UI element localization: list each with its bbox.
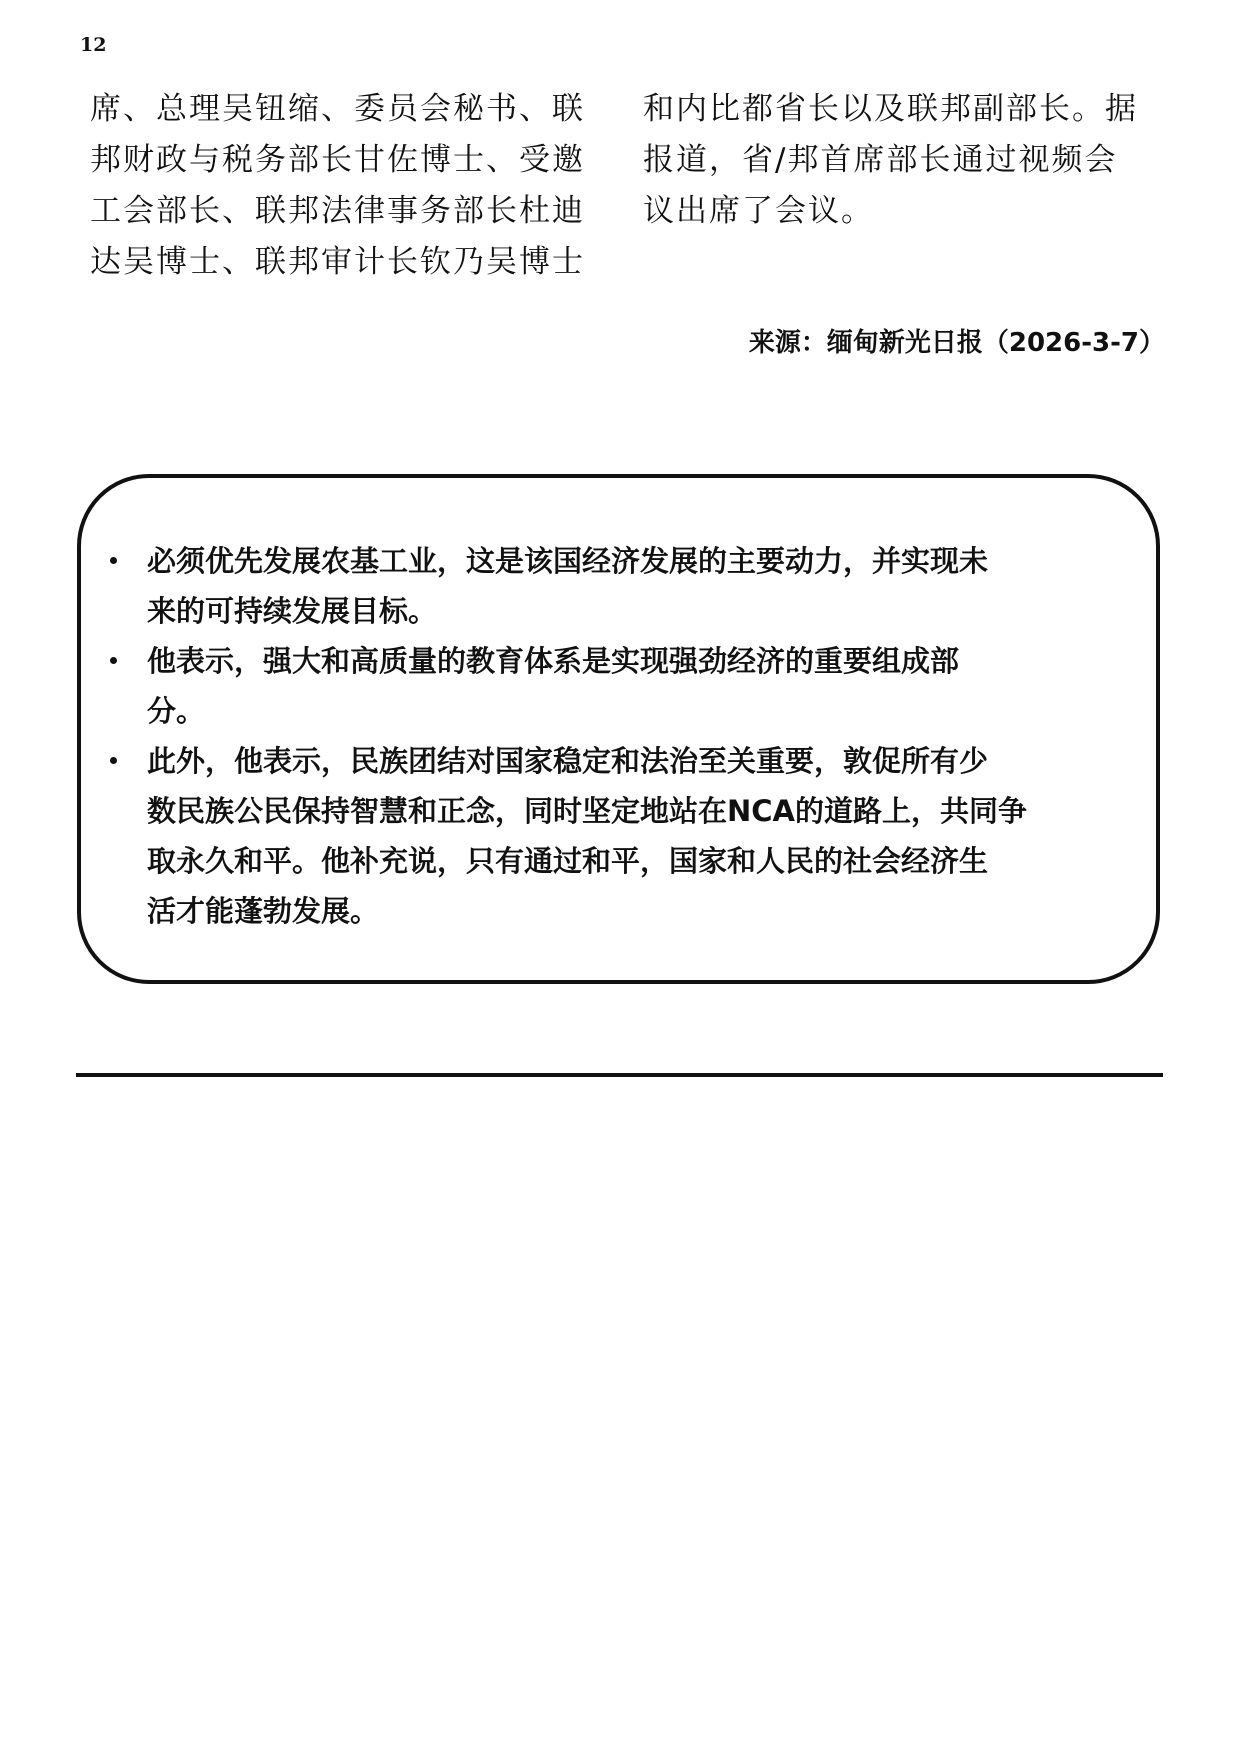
- article-line: 席、总理吴钮缩、委员会秘书、联: [90, 91, 585, 127]
- summary-line: 活才能蓬勃发展。: [147, 894, 380, 928]
- source-citation: 来源：缅甸新光日报（2026-3-7）: [748, 328, 1165, 358]
- summary-line: 他表示，强大和高质量的教育体系是实现强劲经济的重要组成部: [147, 644, 960, 678]
- page-number: 12: [80, 34, 107, 56]
- article-line: 议出席了会议。: [643, 193, 874, 229]
- bullet-icon: [110, 757, 117, 764]
- article-line: 报道，省/邦首席部长通过视频会: [643, 142, 1118, 178]
- summary-line: 必须优先发展农基工业，这是该国经济发展的主要动力，并实现未: [147, 544, 989, 578]
- article-line: 工会部长、联邦法律事务部长杜迪: [90, 193, 585, 229]
- summary-box: [77, 474, 1160, 984]
- article-line: 和内比都省长以及联邦副部长。据: [643, 91, 1138, 127]
- article-line: 达吴博士、联邦审计长钦乃吴博士: [90, 244, 585, 280]
- summary-line: 取永久和平。他补充说，只有通过和平，国家和人民的社会经济生: [147, 844, 989, 878]
- summary-line: 分。: [147, 694, 206, 728]
- summary-line: 此外，他表示，民族团结对国家稳定和法治至关重要，敦促所有少: [147, 744, 989, 778]
- section-divider: [76, 1073, 1163, 1077]
- article-left-column: [90, 84, 610, 288]
- article-line: 邦财政与税务部长甘佐博士、受邀: [90, 142, 585, 178]
- summary-line: 来的可持续发展目标。: [147, 594, 438, 628]
- article-right-column: [643, 84, 1163, 237]
- summary-item: [104, 736, 1144, 936]
- summary-item: [104, 636, 1144, 736]
- summary-line: 数民族公民保持智慧和正念，同时坚定地站在NCA的道路上，共同争: [147, 794, 1027, 828]
- summary-item: [104, 536, 1144, 636]
- summary-list: [104, 536, 1144, 936]
- bullet-icon: [110, 657, 117, 664]
- bullet-icon: [110, 557, 117, 564]
